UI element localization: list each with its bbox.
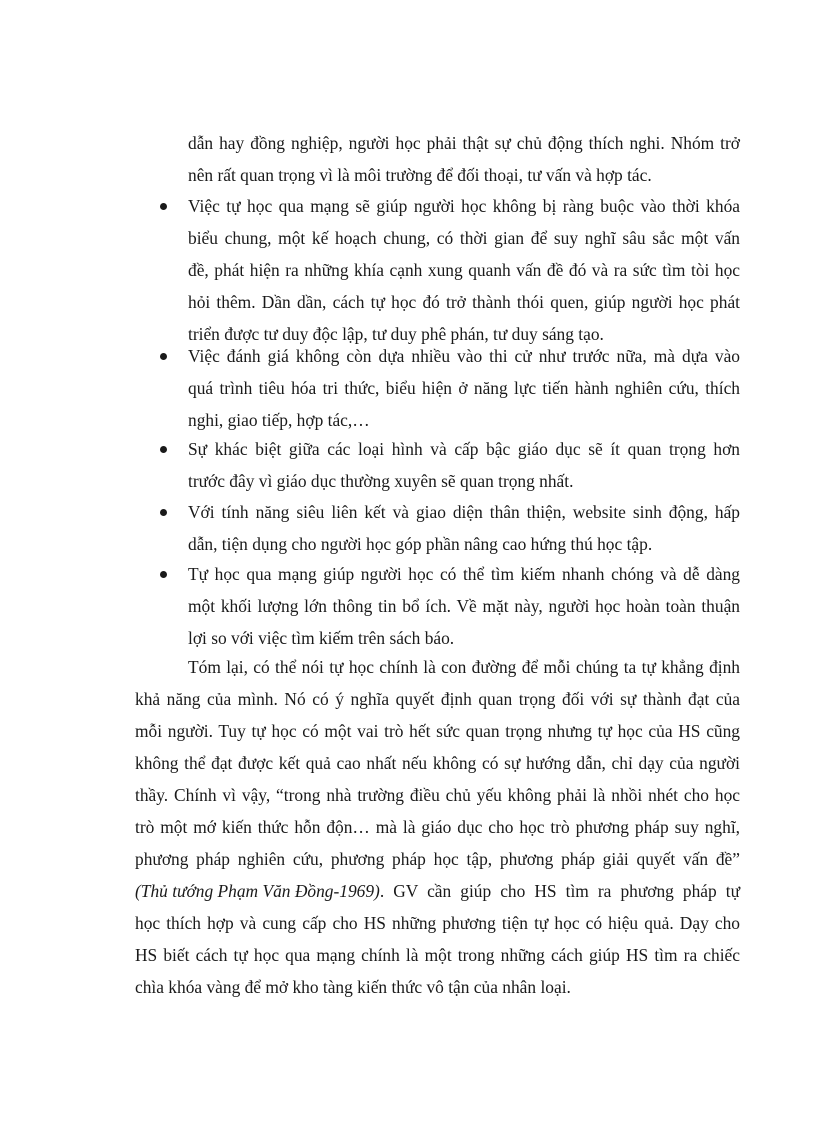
text-line: quá trình tiêu hóa tri thức, biểu hiện ở năng lực tiến hành nghiên cứu, thích xyxy=(188,378,740,398)
text-line: trước đây vì giáo dục thường xuyên sẽ quan trọng nhất. xyxy=(188,471,574,491)
text-line: dẫn hay đồng nghiệp, người học phải thật sự chủ động thích nghi. Nhóm trở xyxy=(188,133,740,153)
text-line: trò một mớ kiến thức hỗn độn… mà là giáo dục cho học trò phương pháp suy nghĩ, xyxy=(135,817,740,837)
text-line: Tóm lại, có thể nói tự học chính là con đường để mỗi chúng ta tự khẳng định xyxy=(188,657,740,677)
citation-line xyxy=(135,875,740,907)
text-line: hỏi thêm. Dần dần, cách tự học đó trở thành thói quen, giúp người học phát xyxy=(188,292,740,312)
bullet-icon xyxy=(160,446,167,453)
bullet-icon xyxy=(160,203,167,210)
text-line: Việc đánh giá không còn dựa nhiều vào thi cử như trước nữa, mà dựa vào xyxy=(188,346,740,366)
text-line: đề, phát hiện ra những khía cạnh xung quanh vấn đề đó và ra sức tìm tòi học xyxy=(188,260,740,280)
bullet-item xyxy=(188,340,740,436)
text-line: Việc tự học qua mạng sẽ giúp người học không bị ràng buộc vào thời khóa xyxy=(188,196,740,216)
text-line: học thích hợp và cung cấp cho HS những phương tiện tự học có hiệu quả. Dạy cho xyxy=(135,913,740,933)
text-line: lợi so với việc tìm kiếm trên sách báo. xyxy=(188,628,455,648)
text-line: chìa khóa vàng để mở kho tàng kiến thức vô tận của nhân loại. xyxy=(135,977,571,997)
bullet-item xyxy=(188,433,740,497)
citation: (Thủ tướng Phạm Văn Đồng-1969) xyxy=(135,881,380,901)
text-line: thầy. Chính vì vậy, “trong nhà trường điều chủ yếu không phải là nhồi nhét cho học xyxy=(135,785,740,805)
text-line: phương pháp nghiên cứu, phương pháp học tập, phương pháp giải quyết vấn đề” xyxy=(135,849,740,869)
text-line: khả năng của mình. Nó có ý nghĩa quyết định quan trọng đối với sự thành đạt của xyxy=(135,689,740,709)
text-line: nghi, giao tiếp, hợp tác,… xyxy=(188,410,370,430)
text-line: Tự học qua mạng giúp người học có thể tìm kiếm nhanh chóng và dễ dàng xyxy=(188,564,740,584)
text-line: mỗi người. Tuy tự học có một vai trò hết sức quan trọng nhưng tự học của HS cũng xyxy=(135,721,740,741)
text-line: Sự khác biệt giữa các loại hình và cấp bậc giáo dục sẽ ít quan trọng hơn xyxy=(188,439,740,459)
bullet-icon xyxy=(160,571,167,578)
text-line: dẫn, tiện dụng cho người học góp phần nâng cao hứng thú học tập. xyxy=(188,534,653,554)
bullet-item xyxy=(188,558,740,654)
bullet-item xyxy=(188,496,740,560)
text-line: một khối lượng lớn thông tin bổ ích. Về mặt này, người học hoàn toàn thuận xyxy=(188,596,740,616)
text-line: triển được tư duy độc lập, tư duy phê phán, tư duy sáng tạo. xyxy=(188,324,604,344)
text-line: biểu chung, một kế hoạch chung, có thời gian để suy nghĩ sâu sắc một vấn xyxy=(188,228,740,248)
citation-continuation: . GV cần giúp cho HS tìm ra phương pháp tự xyxy=(379,881,740,901)
bullet-icon xyxy=(160,353,167,360)
text-line: Với tính năng siêu liên kết và giao diện thân thiện, website sinh động, hấp xyxy=(188,502,740,522)
bullet-item xyxy=(188,190,740,350)
conclusion-paragraph xyxy=(135,651,740,1003)
continuation-paragraph xyxy=(188,127,740,191)
bullet-icon xyxy=(160,509,167,516)
text-line: HS biết cách tự học qua mạng chính là một trong những cách giúp HS tìm ra chiếc xyxy=(135,945,740,965)
text-line: nên rất quan trọng vì là môi trường để đối thoại, tư vấn và hợp tác. xyxy=(188,165,652,185)
text-line: không thể đạt được kết quả cao nhất nếu không có sự hướng dẫn, chỉ dạy của người xyxy=(135,753,740,773)
